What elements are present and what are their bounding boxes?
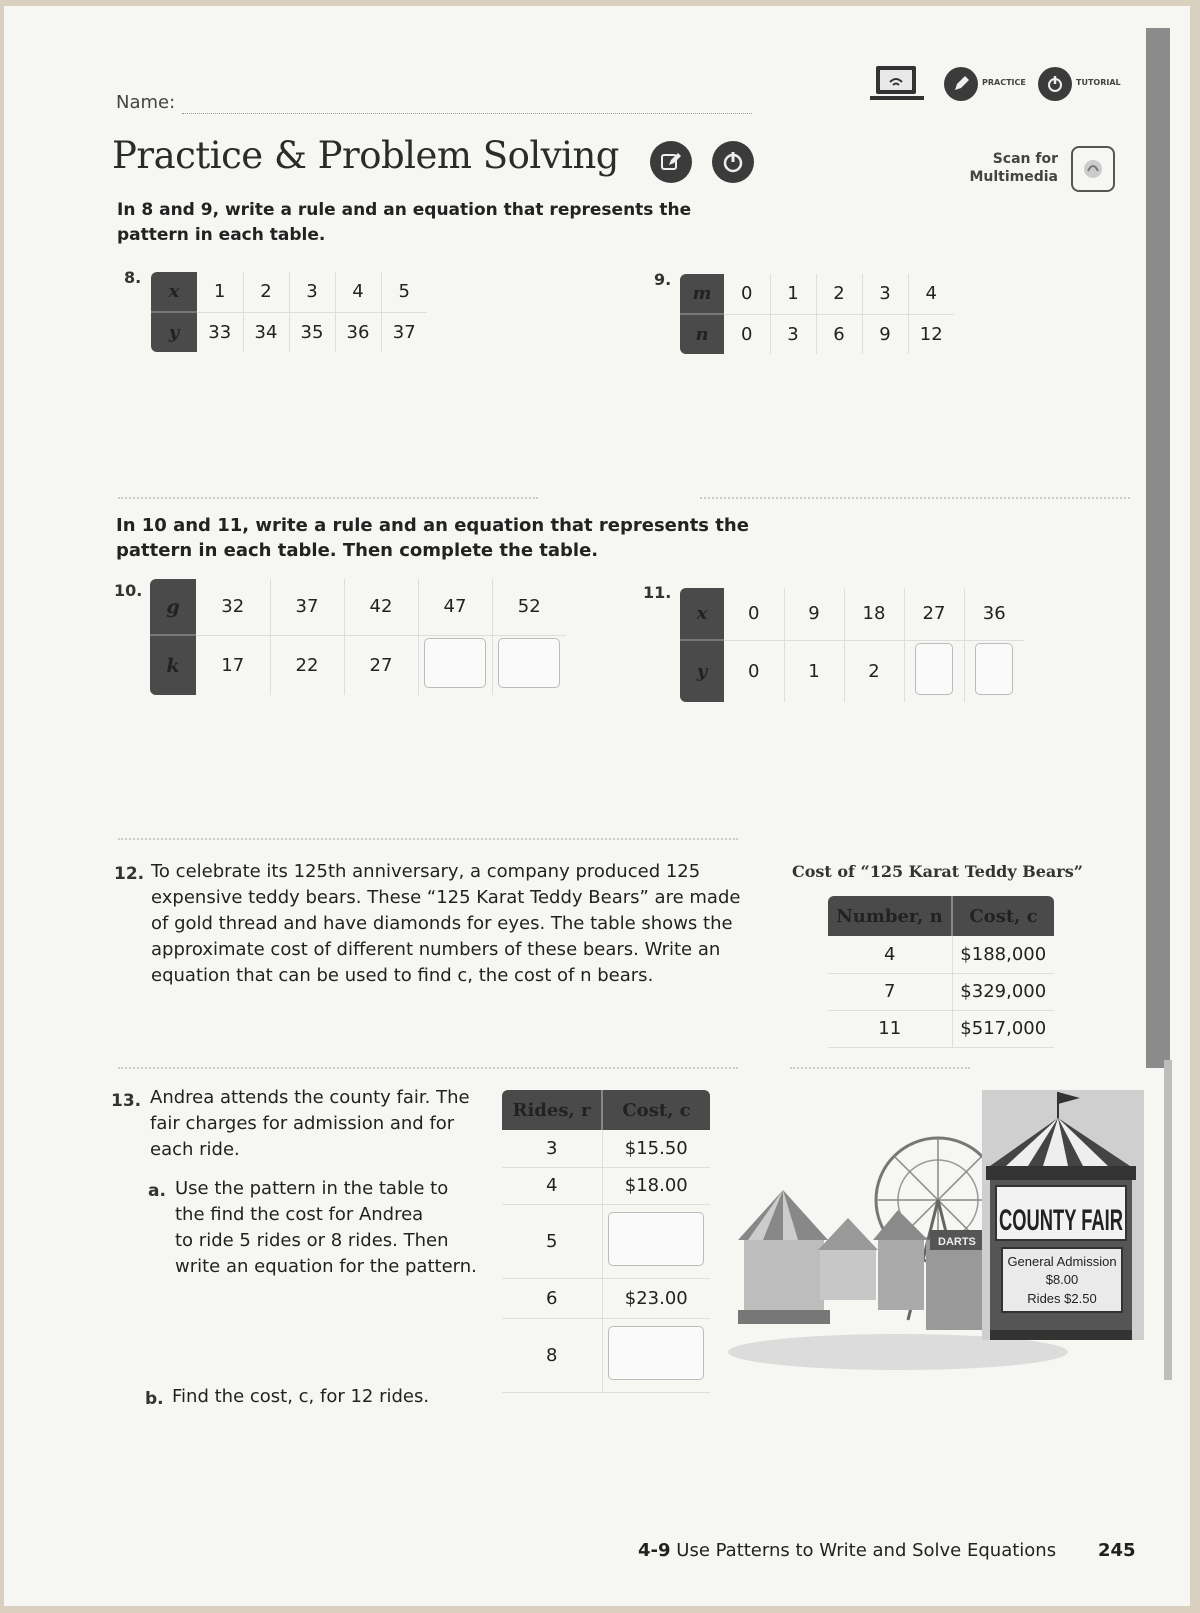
row-label-k: k — [150, 635, 196, 695]
table-row — [502, 1278, 710, 1318]
table-cell: 36 — [335, 312, 381, 352]
table-cell: 5 — [502, 1204, 602, 1278]
problem-8-table — [151, 272, 427, 352]
table-row — [828, 936, 1054, 973]
table-cell: 9 — [784, 588, 844, 640]
table-cell: 34 — [243, 312, 289, 352]
computer-icon[interactable] — [868, 64, 928, 104]
practice-pencil-icon[interactable] — [650, 141, 692, 183]
table-row — [502, 1167, 710, 1204]
problem-13-intro: Andrea attends the county fair. The fair charges for admission and for each ride. — [150, 1087, 470, 1160]
part-a-text: Use the pattern in the table to the find the cost for Andrea to ride 5 rides or 8 rides. Then write an equation for the pattern. — [175, 1178, 477, 1277]
table-cell: 1 — [784, 640, 844, 702]
answer-box[interactable] — [498, 638, 560, 688]
column-header: Number, n — [828, 896, 952, 936]
table-cell: 6 — [502, 1278, 602, 1318]
row-label-x: x — [680, 588, 724, 640]
answer-box[interactable] — [418, 635, 492, 695]
table-cell: 11 — [828, 1010, 952, 1047]
table-row — [828, 1010, 1054, 1047]
table-row — [151, 272, 427, 312]
divider — [790, 1067, 970, 1069]
problem-8-number: 8. — [124, 268, 142, 287]
table-cell: 27 — [344, 635, 418, 695]
table-cell: 2 — [844, 640, 904, 702]
table-cell: $188,000 — [952, 936, 1054, 973]
problem-13-number: 13. — [111, 1091, 142, 1111]
answer-box[interactable] — [602, 1204, 710, 1278]
table-cell: 17 — [196, 635, 270, 695]
teddy-bear-table-title: Cost of “125 Karat Teddy Bears” — [792, 862, 1083, 881]
table-cell: 1 — [770, 274, 816, 314]
column-header: Cost, c — [952, 896, 1054, 936]
table-cell: 37 — [381, 312, 427, 352]
table-cell: 3 — [770, 314, 816, 354]
row-label-m: m — [680, 274, 724, 314]
footer-lesson — [638, 1540, 1056, 1561]
rides-cost-table — [502, 1090, 710, 1393]
answer-box[interactable] — [424, 638, 486, 688]
tutorial-label: TUTORIAL — [1076, 78, 1121, 87]
table-row — [680, 588, 1024, 640]
lesson-title: Use Patterns to Write and Solve Equations — [676, 1540, 1057, 1561]
table-cell: $15.50 — [602, 1130, 710, 1167]
table-cell: 52 — [517, 596, 541, 618]
answer-box[interactable] — [964, 640, 1024, 702]
table-cell: 2 — [243, 272, 289, 312]
problem-12-number: 12. — [114, 864, 145, 884]
table-cell: 32 — [196, 579, 270, 635]
table-cell: $18.00 — [602, 1167, 710, 1204]
answer-box[interactable] — [608, 1326, 704, 1380]
row-label-g: g — [150, 579, 196, 635]
table-row — [151, 312, 427, 352]
table-cell: 1 — [197, 272, 243, 312]
divider — [118, 838, 738, 840]
table-row — [828, 973, 1054, 1010]
county-fair-illustration — [738, 1090, 1170, 1370]
answer-box[interactable] — [915, 643, 953, 695]
page-edge-bar — [1146, 28, 1170, 1068]
divider — [700, 497, 1130, 499]
table-cell: 0 — [724, 640, 784, 702]
admission-price: $8.00 — [1045, 1272, 1079, 1287]
row-label-y: y — [151, 312, 197, 352]
table-cell: 0 — [724, 274, 770, 314]
table-cell: 33 — [197, 312, 243, 352]
problem-10-number: 10. — [114, 581, 143, 600]
table-row — [680, 640, 1024, 702]
instructions-8-9: In 8 and 9, write a rule and an equation that represents the pattern in each table. — [117, 200, 692, 245]
teddy-bear-cost-table — [828, 896, 1054, 1048]
table-header-row — [502, 1090, 710, 1130]
problem-11-table — [680, 588, 1024, 702]
part-b-label: b. — [145, 1389, 164, 1409]
table-cell: 4 — [828, 936, 952, 973]
table-cell: 3 — [502, 1130, 602, 1167]
table-cell: $23.00 — [602, 1278, 710, 1318]
table-cell: 2 — [816, 274, 862, 314]
general-admission-label: General Admission — [1007, 1254, 1117, 1269]
column-header: Rides, r — [502, 1090, 602, 1130]
row-label-x: x — [151, 272, 197, 312]
table-cell: 27 — [904, 588, 964, 640]
page-number: 245 — [1098, 1540, 1136, 1561]
rides-price: Rides $2.50 — [1027, 1291, 1097, 1306]
practice-pencil-icon[interactable] — [944, 67, 978, 101]
lesson-number: 4-9 — [638, 1540, 671, 1561]
part-a-label: a. — [148, 1181, 166, 1201]
problem-9-table — [680, 274, 954, 354]
scan-qr-icon[interactable] — [1071, 146, 1115, 192]
table-cell: 4 — [335, 272, 381, 312]
table-row — [680, 274, 954, 314]
table-row — [502, 1318, 710, 1392]
county-fair-sign-title: COUNTY FAIR — [999, 1204, 1124, 1237]
table-cell: 3 — [862, 274, 908, 314]
answer-box[interactable] — [975, 643, 1013, 695]
problem-9-number: 9. — [654, 270, 672, 289]
row-label-n: n — [680, 314, 724, 354]
part-b-text: Find the cost, c, for 12 rides. — [172, 1386, 430, 1407]
name-label: Name: — [116, 92, 176, 113]
answer-box[interactable] — [492, 635, 566, 695]
table-cell: 9 — [862, 314, 908, 354]
table-header-row — [828, 896, 1054, 936]
table-row — [680, 314, 954, 354]
table-cell: 4 — [502, 1167, 602, 1204]
table-cell: 42 — [344, 579, 418, 635]
practice-label: PRACTICE — [982, 78, 1026, 87]
problem-11-number: 11. — [643, 583, 672, 602]
table-row — [502, 1204, 710, 1278]
divider — [118, 1067, 738, 1069]
answer-box[interactable] — [904, 640, 964, 702]
instructions-10-11: In 10 and 11, write a rule and an equation that represents the pattern in each table. Then complete the table. — [116, 515, 749, 561]
table-row — [150, 635, 566, 695]
problem-10-table — [150, 579, 566, 695]
divider — [118, 497, 538, 499]
table-cell: 35 — [289, 312, 335, 352]
table-row — [502, 1130, 710, 1167]
table-cell: 0 — [724, 314, 770, 354]
page-title: Practice & Problem Solving — [112, 134, 619, 177]
table-cell: 3 — [289, 272, 335, 312]
table-cell: 4 — [925, 283, 937, 305]
tutorial-power-icon[interactable] — [1038, 67, 1072, 101]
table-cell: $517,000 — [952, 1010, 1054, 1047]
table-cell: 47 — [418, 579, 492, 635]
darts-sign-text: DARTS — [938, 1236, 976, 1248]
table-cell: 37 — [270, 579, 344, 635]
table-cell: $329,000 — [952, 973, 1054, 1010]
table-cell: 0 — [724, 588, 784, 640]
answer-box[interactable] — [602, 1318, 710, 1392]
row-label-y: y — [680, 640, 724, 702]
table-cell: 36 — [982, 603, 1006, 625]
table-cell: 22 — [270, 635, 344, 695]
problem-12-text: To celebrate its 125th anniversary, a company produced 125 expensive teddy bears. These “125 Karat Teddy Bears” are made of gold thread and have diamonds for eyes. The table shows the approximate cost of different numbers of these bears. Write an equation that can be used to find c, the cost of n bears. — [151, 861, 741, 986]
table-cell: 18 — [844, 588, 904, 640]
tutorial-power-icon[interactable] — [712, 141, 754, 183]
table-row — [150, 579, 566, 635]
scan-for-multimedia-label: Scan for Multimedia — [969, 151, 1058, 185]
table-cell: 12 — [908, 314, 954, 354]
name-field-line[interactable] — [182, 113, 752, 114]
table-cell: 8 — [502, 1318, 602, 1392]
table-cell: 5 — [398, 281, 410, 303]
table-cell: 6 — [816, 314, 862, 354]
column-header: Cost, c — [602, 1090, 710, 1130]
table-cell: 7 — [828, 973, 952, 1010]
answer-box[interactable] — [608, 1212, 704, 1266]
